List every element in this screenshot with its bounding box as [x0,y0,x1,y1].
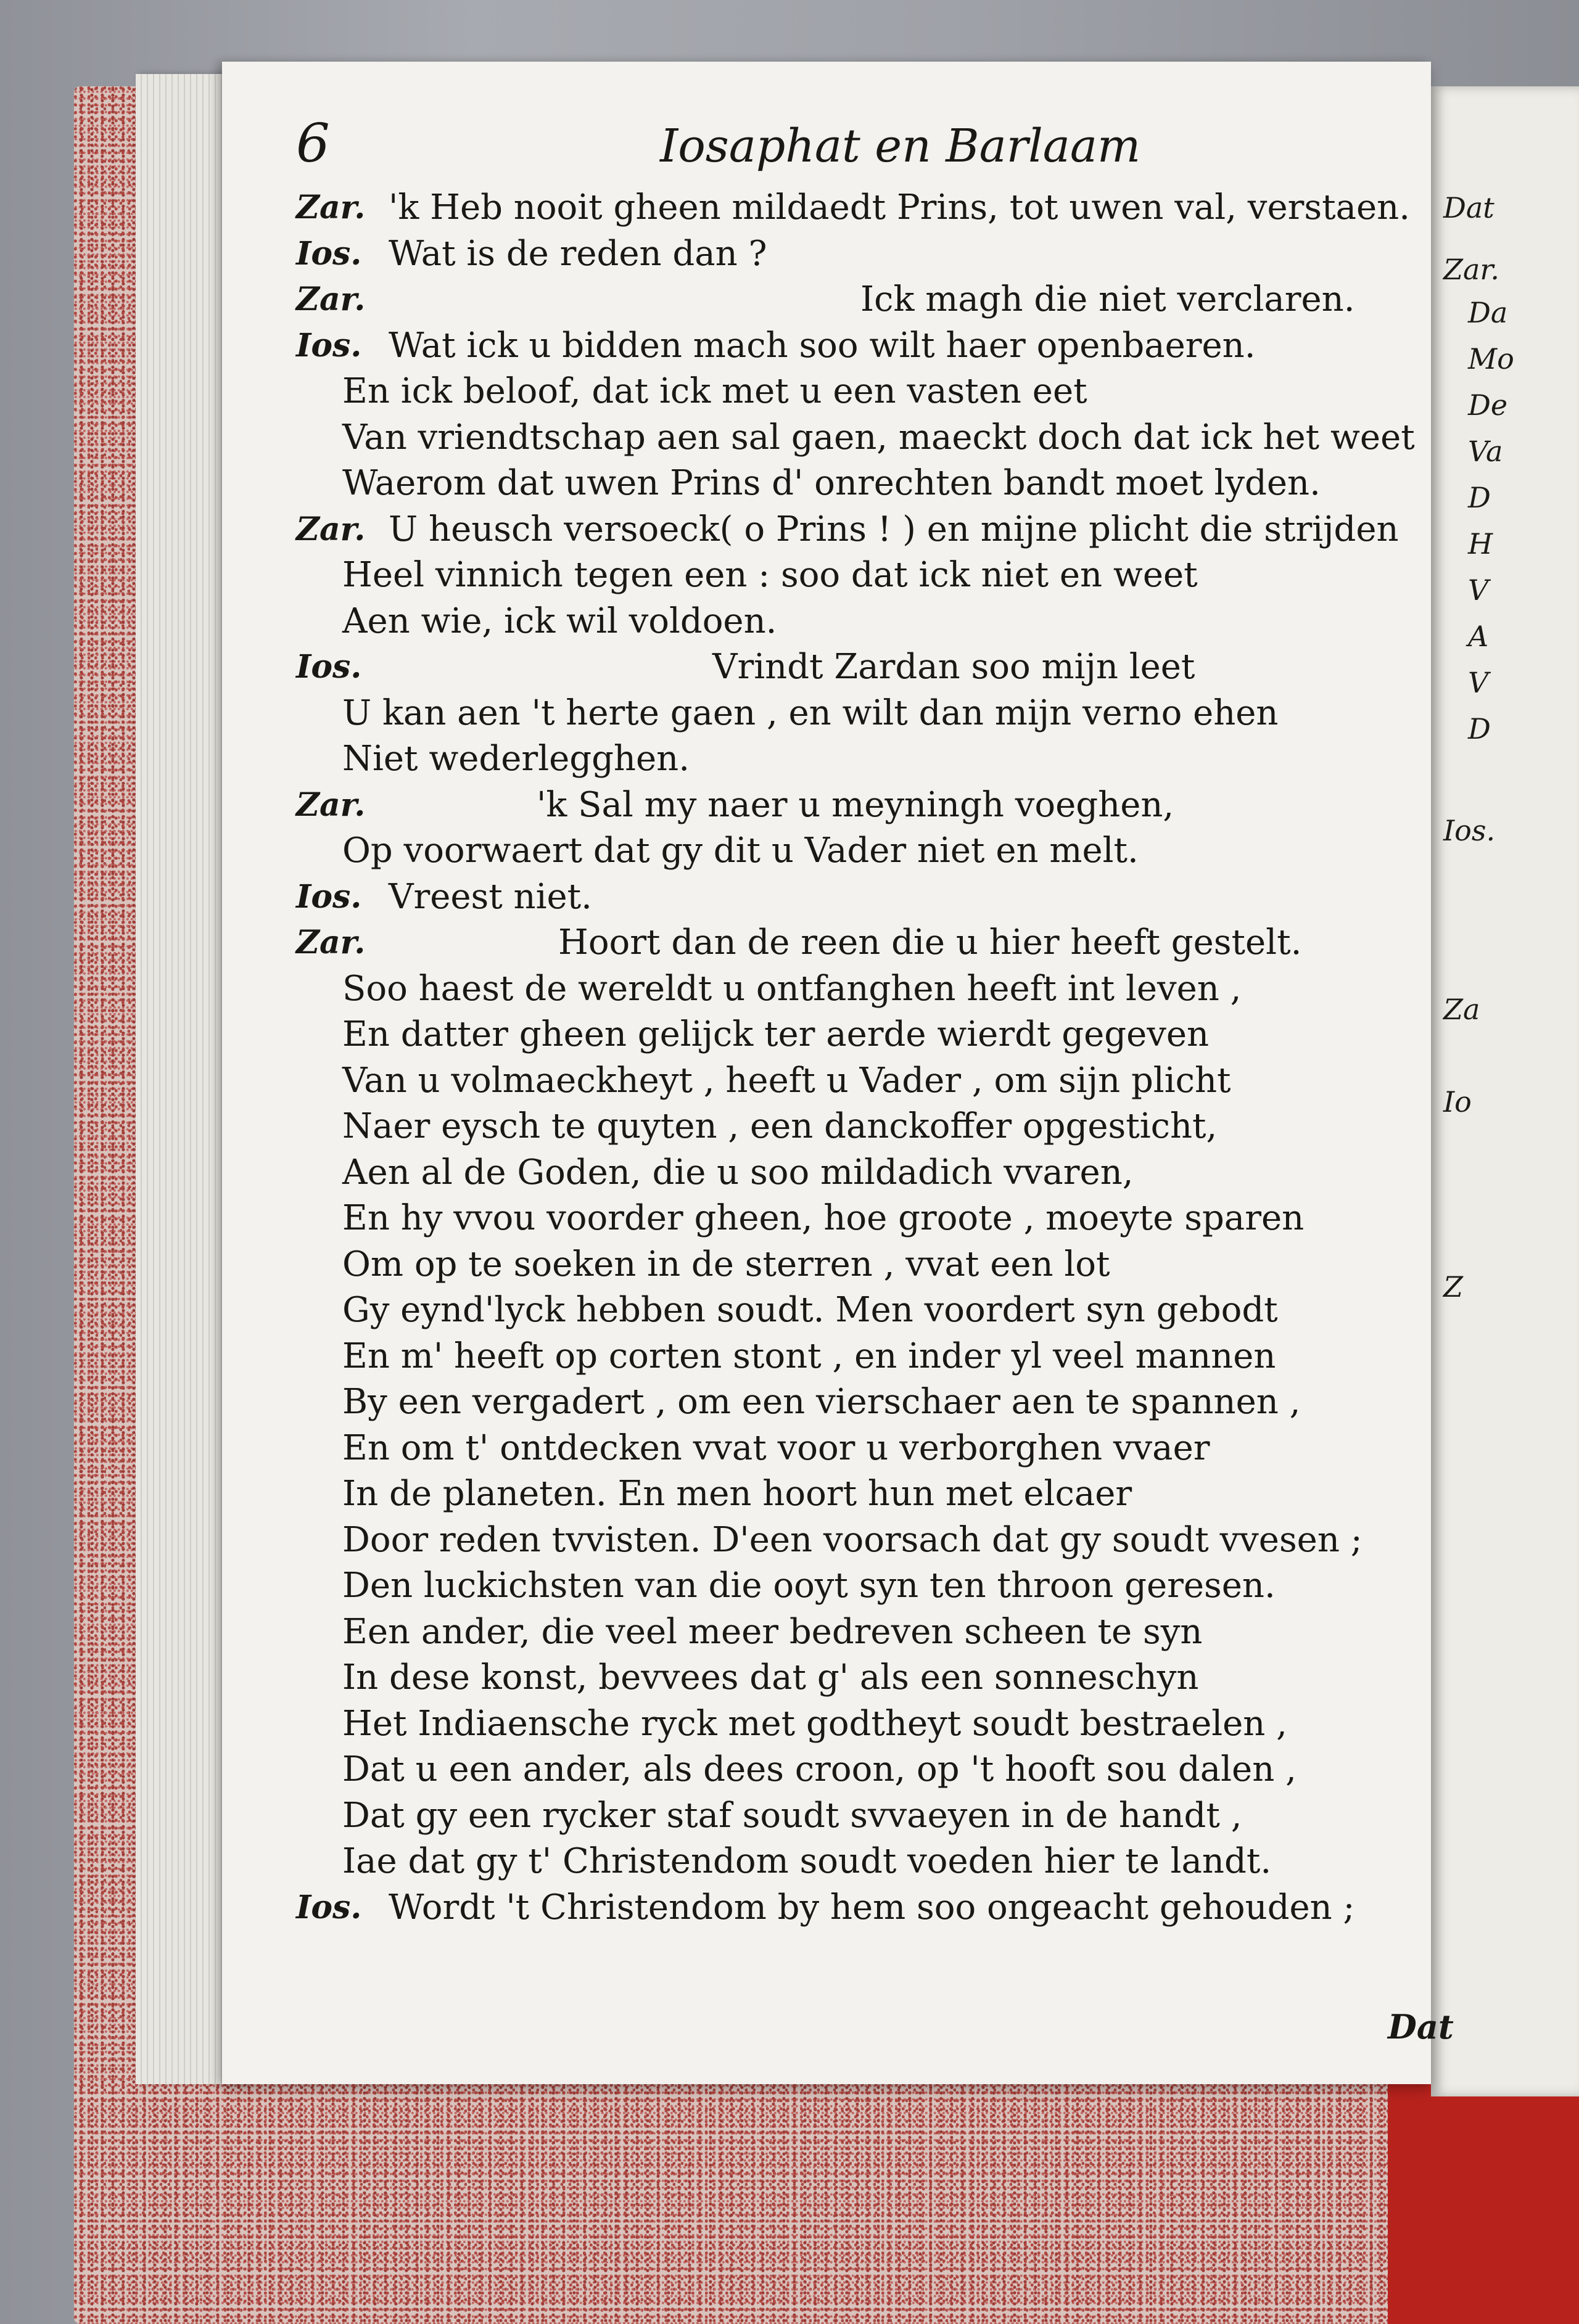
book-spine [1388,2059,1579,2324]
facing-fragment: Za [1443,993,1480,1026]
verse-text: Door reden tvvisten. D'een voorsach dat gy soudt vvesen ; [342,1519,1363,1560]
facing-fragment: Mo [1468,342,1514,376]
verse-text: Niet wederlegghen. [342,739,690,779]
speaker-label: Zar. [296,924,366,961]
facing-fragment: Z [1443,1270,1463,1304]
verse-text: Soo haest de wereldt u ontfanghen heeft int leven , [342,968,1242,1009]
verse-text: Een ander, die veel meer bedreven scheen te syn [342,1611,1203,1652]
verse-text: Naer eysch te quyten , een danckoffer opgesticht, [342,1106,1218,1146]
speaker-label: Zar. [296,189,366,226]
verse-text: Waerom dat uwen Prins d' onrechten bandt moet lyden. [342,463,1321,503]
facing-fragment: Dat [1443,191,1494,224]
facing-fragment: V [1468,573,1489,607]
facing-fragment: A [1468,620,1489,653]
verse-text: Dat u een ander, als dees croon, op 't hooft sou dalen , [342,1749,1297,1789]
speaker-label: Zar. [296,510,366,548]
speaker-label: Ios. [296,1888,362,1926]
verse-text: En om t' ontdecken vvat voor u verborghen vvaer [342,1427,1210,1468]
speaker-label: Ios. [296,234,362,273]
verse-text: U kan aen 't herte gaen , en wilt dan mijn verno ehen [342,692,1279,733]
verse-text: Heel vinnich tegen een : soo dat ick niet en weet [342,555,1198,595]
book-page [222,62,1454,2084]
verse-text: En hy vvou voorder gheen, hoe groote , moeyte sparen [342,1198,1305,1238]
running-head: Iosaphat en Barlaam [660,120,1141,173]
verse-text: Dat gy een rycker staf soudt svvaeyen in de handt , [342,1795,1242,1836]
verse-text: Iae dat gy t' Christendom soudt voeden hier te landt. [342,1841,1272,1881]
verse-text: Vrindt Zardan soo mijn leet [712,647,1195,687]
verse-text: U heusch versoeck( o Prins ! ) en mijne plicht die strijden [389,509,1399,549]
verse-text: Vreest niet. [389,876,592,917]
verse-text: Het Indiaensche ryck met godtheyt soudt bestraelen , [342,1703,1287,1744]
speaker-label: Ios. [296,648,362,686]
verse-text: 'k Heb nooit gheen mildaedt Prins, tot uwen val, verstaen. [389,187,1410,228]
verse-text: Wordt 't Christendom by hem soo ongeacht gehouden ; [389,1887,1355,1928]
facing-fragment: Io [1443,1085,1472,1119]
verse-text: Om op te soeken in de sterren , vvat een lot [342,1244,1110,1284]
verse-text: Ick magh die niet verclaren. [860,279,1355,319]
page-number: 6 [296,113,330,175]
verse-text: By een vergadert , om een vierschaer aen te spannen , [342,1382,1301,1422]
speaker-label: Ios. [296,326,362,364]
verse-text: Van vriendtschap aen sal gaen, maeckt doch dat ick het weet [342,417,1415,458]
verse-text: En datter gheen gelijck ter aerde wierdt gegeven [342,1014,1210,1054]
facing-fragment: D [1468,481,1491,514]
speaker-label: Zar. [296,281,366,318]
facing-fragment: V [1468,666,1489,699]
verse-text: Den luckichsten van die ooyt syn ten throon geresen. [342,1566,1276,1606]
facing-fragment: D [1468,712,1491,745]
verse-text: Aen wie, ick wil voldoen. [342,601,777,641]
verse-text: In de planeten. En men hoort hun met elcaer [342,1474,1132,1514]
verse-text: En m' heeft op corten stont , en inder yl veel mannen [342,1336,1276,1376]
verse-text: Van u volmaeckheyt , heeft u Vader , om sijn plicht [342,1060,1231,1101]
verse-text: Hoort dan de reen die u hier heeft gestelt. [558,922,1302,963]
verse-text: Aen al de Goden, die u soo mildadich vvaren, [342,1152,1134,1193]
verse-text: Op voorwaert dat gy dit u Vader niet en melt. [342,831,1139,871]
page-text [222,62,1454,2084]
verse-text: Wat is de reden dan ? [389,233,767,274]
facing-fragment: Da [1468,296,1508,329]
facing-page [1431,86,1579,2096]
speaker-label: Ios. [296,877,362,916]
facing-fragment: H [1468,527,1493,560]
verse-text: Gy eynd'lyck hebben soudt. Men voordert syn gebodt [342,1290,1278,1330]
facing-fragment: Zar. [1443,253,1499,286]
verse-text: 'k Sal my naer u meyningh voeghen, [537,784,1174,825]
verse-text: In dese konst, bevvees dat g' als een sonneschyn [342,1657,1199,1698]
speaker-label: Zar. [296,786,366,824]
facing-fragment: Va [1468,435,1503,468]
facing-fragment: De [1468,388,1508,422]
facing-fragment: Ios. [1443,814,1496,847]
verse-text: En ick beloof, dat ick met u een vasten eet [342,371,1087,411]
verse-text: Wat ick u bidden mach soo wilt haer openbaeren. [389,325,1256,366]
catchword: Dat [1388,2007,1454,2047]
